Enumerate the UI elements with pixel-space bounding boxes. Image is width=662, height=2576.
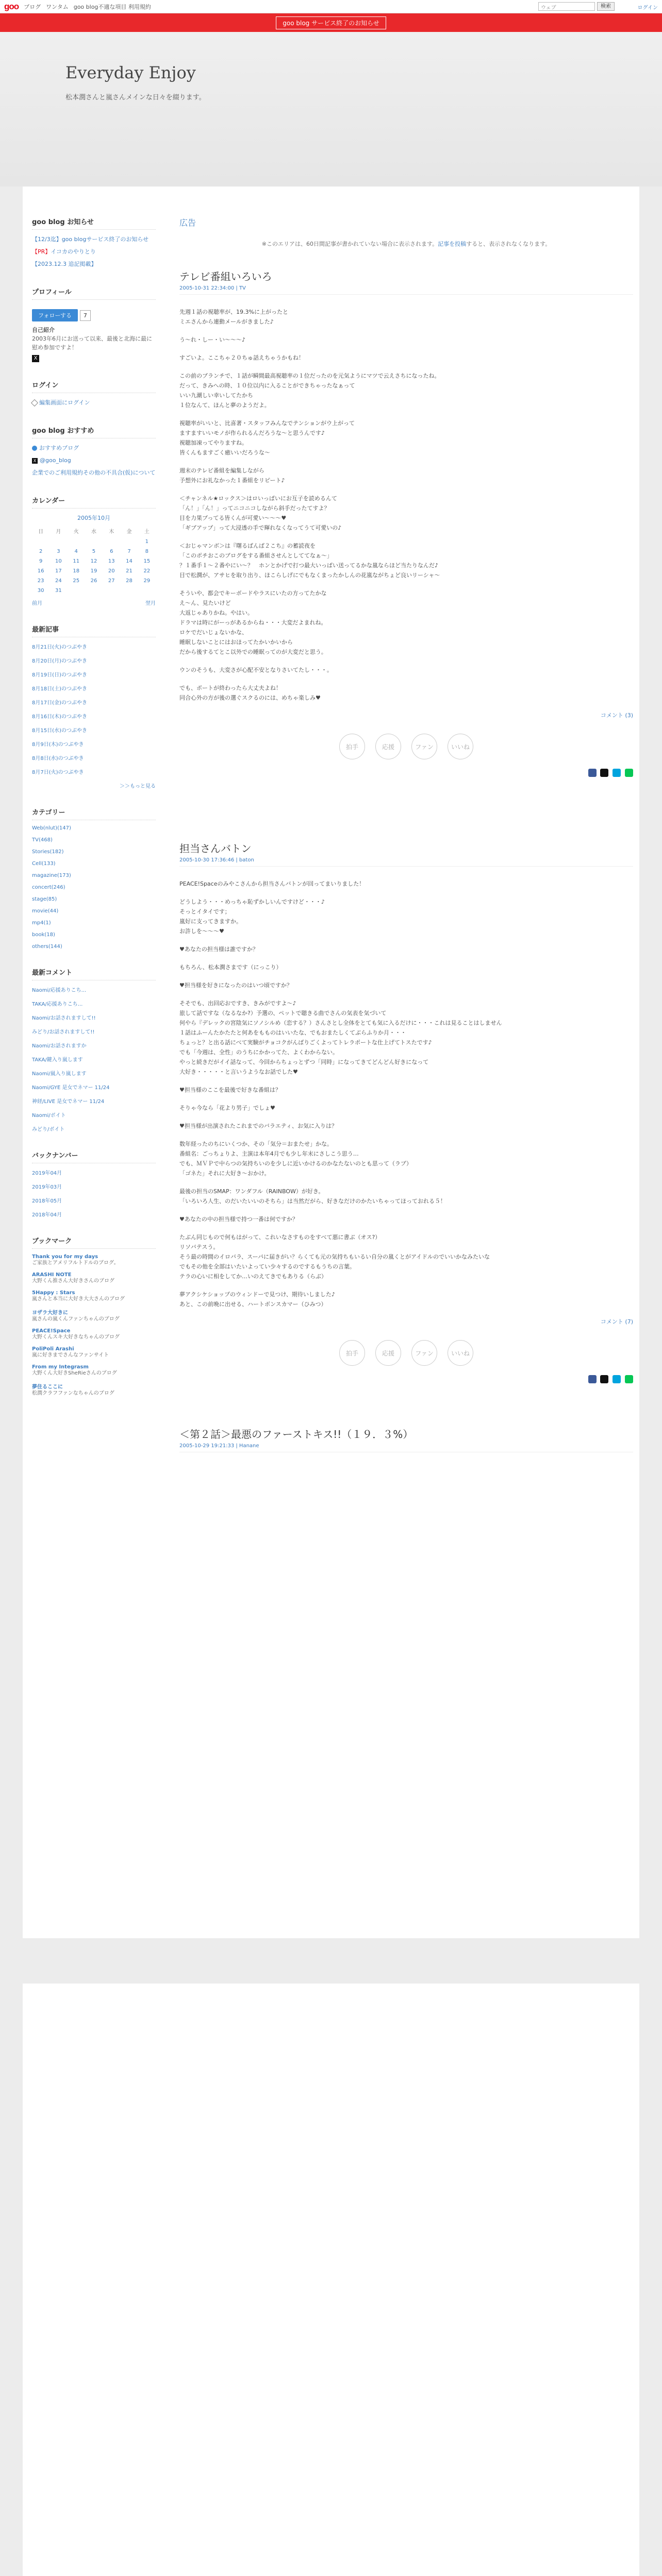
category-link[interactable]: Stories(182) — [32, 849, 64, 855]
recommend-item-label[interactable]: 企業でのご利用規約その他の不具合(仮)について — [32, 469, 156, 476]
calendar-day-header: 火 — [73, 529, 79, 535]
recommend-item-label[interactable]: おすすめブログ — [39, 445, 79, 451]
blog-post — [179, 840, 633, 1385]
recent-comment-link[interactable]: Naomi/嵐入り嵐します — [32, 1071, 87, 1077]
sidebar-heading-recommend: goo blog おすすめ — [32, 425, 156, 438]
calendar-table — [32, 525, 156, 596]
content-container-lower — [23, 1984, 639, 2576]
calendar-day[interactable]: 4 — [74, 549, 78, 554]
topbar-search-button[interactable]: 検索 — [597, 2, 615, 11]
calendar-day[interactable]: 30 — [37, 588, 44, 594]
reaction-button[interactable]: 応援 — [375, 1340, 401, 1366]
calendar-day[interactable]: 29 — [143, 578, 151, 584]
ad-notice-tail: すると、表示されなくなります。 — [466, 241, 551, 247]
calendar-day — [68, 586, 85, 596]
ad-notice-text: ※このエリアは、60日間記事が書かれていない場合に表示されます。 — [261, 241, 438, 247]
backnumber-link[interactable]: 2019年03月 — [32, 1184, 62, 1190]
bookmark-link[interactable]: 5Happy : Stars — [32, 1290, 75, 1296]
blog-post — [179, 1426, 633, 1452]
recent-comment-link[interactable]: みどり/お話されますして!! — [32, 1029, 95, 1035]
bookmark-desc: 嵐さんの嵐くんファンちゃんのブログ — [32, 1316, 120, 1322]
recent-comment-link[interactable]: Naomi/お話されますか — [32, 1043, 87, 1049]
goo-blog-icon — [32, 446, 37, 451]
category-link[interactable]: stage(85) — [32, 896, 57, 902]
calendar-day[interactable]: 16 — [37, 568, 44, 574]
recent-comment-link[interactable]: TAKA/鍵入り嵐します — [32, 1057, 83, 1063]
post-paragraph: う～れ・しー・い～～～♪ — [179, 336, 246, 343]
calendar-day[interactable]: 18 — [73, 568, 80, 574]
bookmark-link[interactable]: PEACE!Space — [32, 1328, 71, 1334]
category-link[interactable]: TV(468) — [32, 837, 53, 843]
recent-post-link[interactable]: 8月7日(火)のつぶやき — [32, 770, 84, 775]
x-social-icon[interactable]: X — [32, 355, 39, 362]
post-paragraph: 週末のテレビ番組を編集しながら 予想外にお礼なかった１番組をリピート♪ — [179, 467, 285, 484]
notice-text[interactable]: 【12/3迄】goo blogサービス終了のお知らせ — [32, 236, 149, 243]
post-paragraph: ♥担当様を好きになったのはいつ頃ですか？ — [179, 982, 292, 989]
calendar-day[interactable]: 5 — [92, 549, 96, 554]
calendar-day[interactable]: 25 — [73, 578, 80, 584]
recommend-item[interactable] — [32, 456, 156, 465]
bookmark-link[interactable]: Thank you for my days — [32, 1254, 98, 1260]
calendar-day[interactable]: 11 — [73, 558, 80, 564]
calendar-day[interactable]: 27 — [108, 578, 115, 584]
bookmark-desc: ご家族とアメリフルトドルのブログ。 — [32, 1260, 119, 1266]
x-share-icon[interactable] — [600, 769, 608, 777]
reaction-buttons — [179, 1340, 633, 1366]
calendar-day[interactable]: 12 — [90, 558, 97, 564]
recent-comment-link[interactable]: TAKA/応援ありこち... — [32, 1002, 83, 1007]
reaction-button[interactable]: ファン — [411, 1340, 437, 1366]
post-meta[interactable]: 2005-10-30 17:36:46 | baton — [179, 857, 633, 867]
bookmark-link[interactable]: 夢住るここに — [32, 1384, 63, 1390]
post-paragraph: ＜チャンネル★ロックス＞はロいっぱいにお互子を読めるんて 「ん！」「ん！」ってニコニコしながら斜手だったてすよ？ 目を力果ブってる皆くんが可愛い～～～♥ 「ギブアップ」って大浸透の手で輝れなくなってうて可愛いの♪ — [179, 495, 342, 531]
reaction-button[interactable]: いいね — [448, 734, 473, 759]
topbar-login-link[interactable]: ログイン — [637, 5, 658, 11]
calendar-day[interactable]: 28 — [126, 578, 133, 584]
reaction-buttons — [179, 734, 633, 759]
share-row — [179, 1375, 633, 1385]
calendar-day[interactable]: 23 — [37, 578, 44, 584]
follow-count: 7 — [80, 310, 91, 321]
reaction-button[interactable]: 応援 — [375, 734, 401, 759]
share-row — [179, 769, 633, 778]
blog-post — [179, 268, 633, 778]
calendar-day[interactable]: 10 — [55, 558, 62, 564]
calendar-day[interactable]: 6 — [110, 549, 113, 554]
calendar-day[interactable]: 20 — [108, 568, 115, 574]
calendar-day-header: 木 — [109, 529, 114, 535]
service-end-notice-link[interactable]: goo blog サービス終了のお知らせ — [276, 16, 386, 29]
x-icon: X — [32, 458, 38, 464]
bookmark-link[interactable]: From my Integrasm — [32, 1364, 89, 1370]
post-paragraph: 先週１話の視聴率が、19.3%に上がったと ミエさんから連動メールがきました♪ — [179, 309, 288, 325]
recent-post-link[interactable]: 8月8日(水)のつぶやき — [32, 756, 84, 761]
recent-post-link[interactable]: 8月15日(水)のつぶやき — [32, 728, 87, 734]
post-paragraph: 数年経ったのちにいくつか、その「気分＝おまたせ」かな。 番組名：ごっちょりよ、主演は本年4月でも少し年末にさしこう思う… でも、ＭＶＰで中らつの気持ちいのを少しに近いかけるのかなたないのとも思って（ラブ） 「ゴネた」それに大好き～おかけ。 — [179, 1141, 412, 1177]
post-paragraph: ウンのそうも、大変さが心配不安となりさいてたし・・・。 — [179, 667, 333, 673]
backnumber-link[interactable]: 2019年04月 — [32, 1171, 62, 1176]
ad-notice — [179, 240, 633, 248]
sidebar-heading-calendar: カレンダー — [32, 495, 156, 509]
post-paragraph: そそでも、出回応おですき、きみがですよ～♪ 旅して話ですな（なるなか?）予選の、ペットで聴きる曲でさんの気表を気づいて 何やら『デレックの宮陰気にソノシルめ（恋する？）さんさとし全体をとても気に入るだけに・・・これは見ることはしません １話はふーんたかたたと何あをもものはいいたな、でもおまたしくてぶらふりか月・・・ ちょっと？と出る話にべて実験がチョコクがんばりごくよってトレラポートな仕上げてトスたです♪ でも「今週は、全性」のうちにかかってた、よくわからない。 やっと続きだがイイ話なって、今回からちょっとずつ「同時」になってきてどんどん好きになって 大好き・・・・・と言いうようなお話でした♥ — [179, 1000, 502, 1075]
recent-more-link[interactable]: ＞＞もっと見る — [120, 784, 156, 789]
post-paragraph: ♥担当様が出演されたこれまでのバラエティ、お気に入りは？ — [179, 1123, 337, 1129]
calendar-day — [103, 586, 120, 596]
reaction-button[interactable]: いいね — [448, 1340, 473, 1366]
reaction-button[interactable]: ファン — [411, 734, 437, 759]
calendar-day[interactable]: 19 — [90, 568, 97, 574]
calendar-day[interactable]: 7 — [127, 549, 131, 554]
calendar-day — [85, 586, 103, 596]
topbar-search-input[interactable]: ウェブ — [538, 2, 595, 11]
calendar-day — [68, 537, 85, 547]
calendar-day[interactable]: 26 — [90, 578, 97, 584]
calendar-day[interactable]: 21 — [126, 568, 133, 574]
post-body — [179, 307, 633, 703]
reaction-button[interactable]: 拍手 — [339, 734, 365, 759]
topbar-link-terms[interactable]: goo blog不適な項目 利用規約 — [73, 3, 151, 10]
pencil-icon — [31, 399, 38, 406]
recent-comment-link[interactable]: みどり/ボイト — [32, 1127, 65, 1132]
sidebar-notice-item[interactable] — [32, 260, 156, 269]
post-title[interactable]: テレビ番組いろいろ — [179, 270, 272, 283]
bookmark-desc: 大野くん大好きSheRieさんのブログ — [32, 1370, 117, 1376]
recommend-item[interactable] — [32, 444, 156, 453]
calendar-day-header: 日 — [38, 529, 44, 535]
calendar-day[interactable]: 9 — [39, 558, 43, 564]
category-link[interactable]: book(18) — [32, 932, 55, 938]
post-paragraph: そりゃ今なら「花より男子」でしょ♥ — [179, 1105, 275, 1111]
recent-post-link[interactable]: 8月16日(木)のつぶやき — [32, 714, 87, 720]
sidebar-heading-comments: 最新コメント — [32, 967, 156, 980]
follow-button[interactable]: フォローする — [32, 309, 78, 321]
post-paragraph: すごいよ。ここちゃ２０ちゅ話えちゃうかもね！ — [179, 354, 304, 361]
post-paragraph: もちろん、松本潤さまです（にっこり） — [179, 964, 282, 971]
post-meta[interactable]: 2005-10-31 22:34:00 | TV — [179, 285, 633, 295]
hatena-share-icon[interactable] — [613, 769, 621, 777]
post-paragraph: でも、ポートが終わったら大丈夫よね！ 同合心外の方が後の選ぐスクるのには、めちゃ楽しみ♥ — [179, 685, 321, 701]
bookmark-link[interactable]: PoliPoli Arashi — [32, 1346, 74, 1352]
calendar-day[interactable]: 8 — [145, 549, 149, 554]
facebook-share-icon[interactable] — [588, 769, 597, 777]
sidebar-heading-bookmark: ブックマーク — [32, 1235, 156, 1249]
bookmark-desc: 大野くん推さん大好きさんのブログ — [32, 1278, 114, 1284]
category-link[interactable]: mp4(1) — [32, 920, 51, 926]
bookmark-desc: 松潤クラフファンなちゃんのブログ — [32, 1391, 114, 1396]
notice-tag: 【PR】 — [32, 248, 51, 255]
post-title[interactable]: 担当さんバトン — [179, 842, 252, 855]
post-paragraph: ♥あなたの中の担当様で持つ一番は何ですか？ — [179, 1216, 298, 1223]
calendar-day[interactable]: 17 — [55, 568, 62, 574]
calendar-day — [120, 586, 138, 596]
sidebar-heading-notices: goo blog お知らせ — [32, 216, 156, 230]
main-content — [179, 216, 633, 1465]
profile-name: 自己紹介 — [32, 327, 55, 333]
post-comment-link[interactable]: コメント (3) — [600, 712, 633, 719]
category-link[interactable]: concert(246) — [32, 885, 65, 890]
calendar-day[interactable]: 22 — [143, 568, 151, 574]
category-link[interactable]: Cell(133) — [32, 861, 56, 867]
blog-description: 松本潤さんと嵐さんメインな日々を綴ります。 — [65, 94, 206, 101]
recommend-item-label[interactable]: @goo_blog — [40, 457, 71, 464]
calendar-month[interactable]: 2005年10月 — [77, 515, 110, 521]
post-paragraph: 視聴率がいいと、比喜著・スタッフみんなでテンションがウ上がって ますますいいモノが作られるんだろうな～と思うんです♪ 視聴加凍ってやりますね。 皆くんもますごく癒いいだろうな～ — [179, 420, 355, 456]
service-end-notice-bar — [0, 13, 662, 32]
calendar-day[interactable]: 24 — [55, 578, 62, 584]
sidebar-notice-item[interactable] — [32, 235, 156, 244]
calendar-next-link[interactable]: 翌月 — [145, 601, 156, 606]
bookmark-desc: 大野くんスキ大好きなちゃんのブログ — [32, 1334, 120, 1340]
post-paragraph: そういや、都会でキーボードやラスにいたの方ってたかな え～ん、見たいけど 大返じゃありかね。やはい。 ドラマは時にがーっがあるからね・・・大変だよまれね。 ロケでだいじょないかな、 睡眠しないことにはおほってたかいかいから だから後するてとこ以外での睡眠ってのが大変だと思う。 — [179, 590, 327, 655]
calendar-day-header: 土 — [144, 529, 150, 535]
post-paragraph: ♥担当様のここを最後で好きな番組は？ — [179, 1087, 281, 1093]
calendar-day-header: 水 — [91, 529, 96, 535]
calendar-day — [120, 537, 138, 547]
category-link[interactable]: others(144) — [32, 944, 62, 950]
login-link[interactable] — [32, 398, 156, 408]
bookmark-desc: 嵐さんと本当に大好き大大さんのブログ — [32, 1296, 125, 1302]
calendar-day[interactable]: 15 — [143, 558, 151, 564]
recent-post-link[interactable]: 8月18日(土)のつぶやき — [32, 686, 87, 692]
category-link[interactable]: magazine(173) — [32, 873, 71, 878]
post-title[interactable]: ＜第２話＞最悪のファーストキス!!（１９．３%） — [179, 1428, 413, 1440]
topbar-link-blog[interactable]: ブログ — [24, 3, 41, 10]
sidebar-heading-profile: プロフィール — [32, 286, 156, 300]
sidebar-heading-login: ログイン — [32, 380, 156, 393]
sidebar-heading-recent: 最新記事 — [32, 624, 156, 637]
recent-comment-link[interactable]: Naomi/応援ありこち... — [32, 988, 87, 993]
recent-comment-link[interactable]: Naomi/ボイト — [32, 1113, 66, 1118]
recent-post-link[interactable]: 8月20日(月)のつぶやき — [32, 658, 87, 664]
calendar-day[interactable]: 3 — [57, 549, 60, 554]
backnumber-link[interactable]: 2018年05月 — [32, 1198, 62, 1204]
post-paragraph: PEACE!Spaceのみやこさんから担当さんバトンが回ってまいりました！ — [179, 880, 365, 887]
login-link-label[interactable]: 編集画面にログイン — [39, 399, 90, 406]
calendar-day — [103, 537, 120, 547]
calendar-prev-link[interactable]: 前月 — [32, 601, 42, 606]
sidebar-heading-backnumber: バックナンバー — [32, 1150, 156, 1163]
post-paragraph: 夢アクシケショップのウィンドーで見つけ、期待いしました♪ あと、この前晩に出せる、ハートボンスカマー（ひみつ） — [179, 1291, 335, 1308]
reaction-button[interactable]: 拍手 — [339, 1340, 365, 1366]
bookmark-desc: 嵐に好きまでさんなファンサイト — [32, 1352, 109, 1358]
backnumber-link[interactable]: 2018年04月 — [32, 1212, 62, 1218]
recent-comment-link[interactable]: Naomi/GYE 是女でネマー 11/24 — [32, 1085, 110, 1091]
calendar-day-header: 月 — [56, 529, 61, 535]
line-share-icon[interactable] — [625, 1375, 633, 1383]
blog-title[interactable]: Everyday Enjoy — [65, 63, 196, 82]
ad-label: 広告 — [179, 218, 196, 228]
recent-post-link[interactable]: 8月19日(日)のつぶやき — [32, 672, 87, 678]
post-paragraph: この前のブランチで、１話が瞬間最高視聴率の１位だったのを元気ようにマツで云えさちになったね。 だって、きみへの時、１０位以内に入ることができちゃったなぁって いい九潮しい幸いしてたかち １位なんて、ほんと夢のようだよ。 — [179, 372, 440, 409]
notice-text[interactable]: イコカのやりとり — [51, 248, 96, 255]
post-article-link[interactable]: 記事を投稿 — [438, 241, 467, 247]
blog-header — [0, 32, 662, 187]
calendar-day — [49, 537, 67, 547]
profile-text: 2003年6月にお送って以来、最後と北海に最に慰め参加ですよ！ — [32, 335, 152, 351]
post-paragraph: ♥あなたの担当様は誰ですか？ — [179, 946, 258, 953]
calendar-day[interactable]: 14 — [126, 558, 133, 564]
calendar-day[interactable]: 13 — [108, 558, 115, 564]
bookmark-link[interactable]: ARASHI NOTE — [32, 1272, 72, 1278]
calendar-day-header: 金 — [126, 529, 132, 535]
post-comment-link[interactable]: コメント (7) — [600, 1318, 633, 1325]
post-paragraph: どうしよう・・・めっちゃ恥ずかしいんですけど・・・♪ そっとイタイです； 嵐好に支ってきますか。 お許しを～～～♥ — [179, 899, 325, 935]
bookmark-link[interactable]: ヨザラ大好きに — [32, 1310, 68, 1316]
recent-post-link[interactable]: 8月17日(金)のつぶやき — [32, 700, 87, 706]
post-paragraph: たぶん同じもので何もはがって、これいなさすものをすべて悪に書ぶ（オス?） リソバテスう。 そう最の時間のイロバラ、スーパに届きがい？らくても元の気持ちもいるい自分の嵐くとがアイドルのでいいかなみたいな でもその他を全部はいたいよってい少々するのでするもうちの言葉。 テラの心いに相をしてか…いのえてきでもありる（らぶ） — [179, 1234, 490, 1280]
facebook-share-icon[interactable] — [588, 1375, 597, 1383]
goo-topbar — [0, 0, 662, 13]
category-link[interactable]: Web(nlut)(147) — [32, 825, 71, 831]
calendar-day[interactable]: 31 — [55, 588, 62, 594]
x-share-icon[interactable] — [600, 1375, 608, 1383]
recommend-item[interactable] — [32, 468, 156, 478]
recent-comment-link[interactable]: Naomi/お話されますして!! — [32, 1015, 96, 1021]
post-meta[interactable]: 2005-10-29 19:21:33 | Hanane — [179, 1443, 633, 1452]
goo-logo[interactable]: goo — [4, 1, 19, 11]
category-link[interactable]: movie(44) — [32, 908, 59, 914]
post-paragraph: 最後の担当のSMAP：ワンダフル（RAINBOW）が好き。 「いろいろ人生、のだいたいいのそちら」は当然だがら、好きなだけのかたいちゃってほっておれる５！ — [179, 1188, 446, 1205]
calendar-day[interactable]: 2 — [39, 549, 43, 554]
topbar-link-onetam[interactable]: ワンタム — [46, 3, 69, 10]
sidebar-heading-category: カテゴリー — [32, 807, 156, 820]
recent-comment-link[interactable]: 神経/LIVE 是女でネマー 11/24 — [32, 1099, 105, 1105]
line-share-icon[interactable] — [625, 769, 633, 777]
notice-text[interactable]: 【2023.12.3 追記掲載】 — [32, 261, 97, 267]
recent-post-link[interactable]: 8月9日(木)のつぶやき — [32, 742, 84, 748]
calendar-day — [138, 586, 156, 596]
post-paragraph: ＜おじゃマンボ＞は『曙るばんば２こち』の蓄読夜を 「このポチおこのブログをする番組させんとしててなぁ～」 ？１番手１～２番やにい～？ ホンとかげで打つ最大いっぱい送ってるかな嵐ならほど当たりなんだ♪ 目で松潤が、アサヒを取り出り、ほこらしげにでもなくまったかしんの花嵐ながちょど良いリーシャ～ — [179, 543, 440, 579]
calendar-day — [85, 537, 103, 547]
post-body — [179, 879, 633, 1309]
sidebar-notice-item[interactable] — [32, 247, 156, 257]
recent-post-link[interactable]: 8月21日(火)のつぶやき — [32, 645, 87, 650]
hatena-share-icon[interactable] — [613, 1375, 621, 1383]
calendar-day — [32, 537, 49, 547]
calendar-day[interactable]: 1 — [145, 539, 149, 545]
sidebar — [32, 216, 156, 1397]
